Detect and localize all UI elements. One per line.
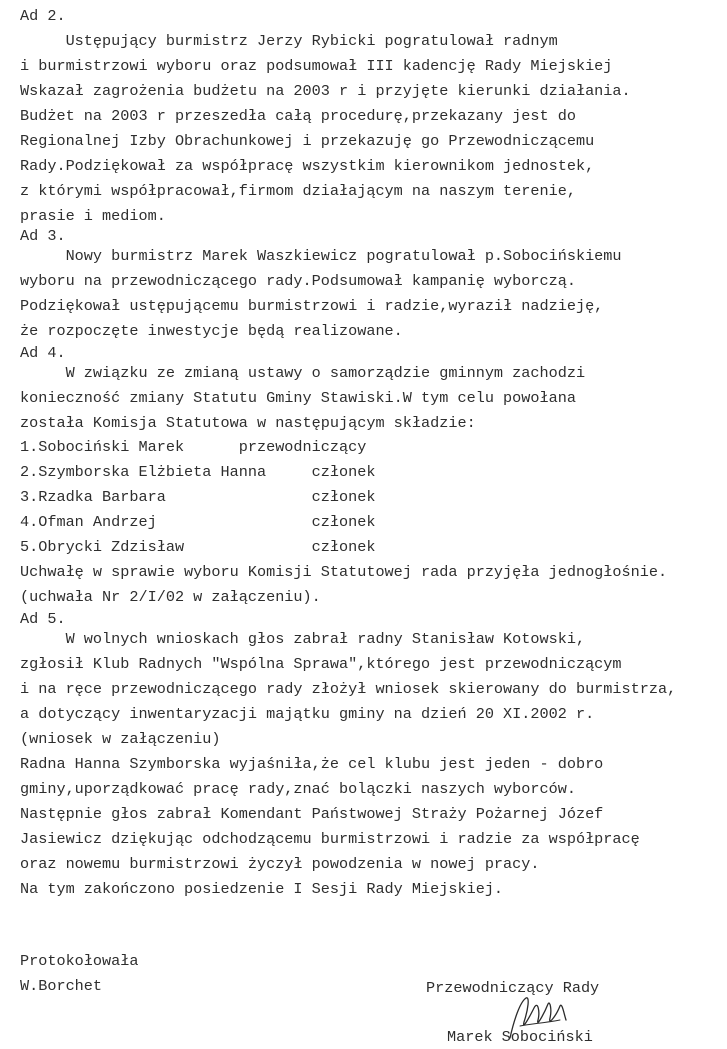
committee-member-row: 2.Szymborska Elżbieta Hanna członek bbox=[20, 463, 376, 481]
text-line: i burmistrzowi wyboru oraz podsumował III kadencję Rady Miejskiej bbox=[20, 57, 613, 75]
text-line: wyboru na przewodniczącego rady.Podsumował kampanię wyborczą. bbox=[20, 272, 576, 290]
text-line: Budżet na 2003 r przeszedła całą procedurę,przekazany jest do bbox=[20, 107, 576, 125]
section-heading-ad-2: Ad 2. bbox=[20, 7, 66, 25]
text-line: oraz nowemu burmistrzowi życzył powodzenia w nowej pracy. bbox=[20, 855, 540, 873]
handwritten-signature bbox=[500, 990, 580, 1045]
chair-name: Marek Sobociński bbox=[447, 1028, 593, 1046]
text-line: Ustępujący burmistrz Jerzy Rybicki pogratulował radnym bbox=[20, 32, 558, 50]
text-line: Rady.Podziękował za współpracę wszystkim kierownikom jednostek, bbox=[20, 157, 595, 175]
committee-member-row: 3.Rzadka Barbara członek bbox=[20, 488, 376, 506]
text-line: (uchwała Nr 2/I/02 w załączeniu). bbox=[20, 588, 321, 606]
chair-role: Przewodniczący Rady bbox=[426, 979, 600, 997]
text-line: zgłosił Klub Radnych "Wspólna Sprawa",którego jest przewodniczącym bbox=[20, 655, 622, 673]
text-line: Regionalnej Izby Obrachunkowej i przekazuję go Przewodniczącemu bbox=[20, 132, 595, 150]
text-line: z którymi współpracował,firmom działającym na naszym terenie, bbox=[20, 182, 576, 200]
text-line: (wniosek w załączeniu) bbox=[20, 730, 221, 748]
text-line: Jasiewicz dziękując odchodzącemu burmistrzowi i radzie za współpracę bbox=[20, 830, 640, 848]
text-line: Wskazał zagrożenia budżetu na 2003 r i przyjęte kierunki działania. bbox=[20, 82, 631, 100]
text-line: Podziękował ustępującemu burmistrzowi i radzie,wyraził nadzieję, bbox=[20, 297, 604, 315]
section-heading-ad-4: Ad 4. bbox=[20, 344, 66, 362]
text-line: Uchwałę w sprawie wyboru Komisji Statutowej rada przyjęła jednogłośnie. bbox=[20, 563, 668, 581]
section-heading-ad-3: Ad 3. bbox=[20, 227, 66, 245]
section-heading-ad-5: Ad 5. bbox=[20, 610, 66, 628]
text-line: W wolnych wnioskach głos zabrał radny Stanisław Kotowski, bbox=[20, 630, 586, 648]
text-line: Na tym zakończono posiedzenie I Sesji Rady Miejskiej. bbox=[20, 880, 504, 898]
text-line: a dotyczący inwentaryzacji majątku gminy na dzień 20 XI.2002 r. bbox=[20, 705, 595, 723]
committee-member-row: 4.Ofman Andrzej członek bbox=[20, 513, 376, 531]
text-line: i na ręce przewodniczącego rady złożył wniosek skierowany do burmistrza, bbox=[20, 680, 677, 698]
committee-member-row: 1.Sobociński Marek przewodniczący bbox=[20, 438, 367, 456]
committee-member-row: 5.Obrycki Zdzisław członek bbox=[20, 538, 376, 556]
text-line: że rozpoczęte inwestycje będą realizowane. bbox=[20, 322, 403, 340]
text-line: W związku ze zmianą ustawy o samorządzie gminnym zachodzi bbox=[20, 364, 586, 382]
text-line: prasie i mediom. bbox=[20, 207, 166, 225]
text-line: konieczność zmiany Statutu Gminy Stawiski.W tym celu powołana bbox=[20, 389, 576, 407]
text-line: została Komisja Statutowa w następującym składzie: bbox=[20, 414, 476, 432]
recorder-name: W.Borchet bbox=[20, 977, 103, 995]
text-line: Radna Hanna Szymborska wyjaśniła,że cel klubu jest jeden - dobro bbox=[20, 755, 604, 773]
text-line: gminy,uporządkować pracę rady,znać bolączki naszych wyborców. bbox=[20, 780, 576, 798]
text-line: Nowy burmistrz Marek Waszkiewicz pogratulował p.Sobocińskiemu bbox=[20, 247, 622, 265]
text-line: Następnie głos zabrał Komendant Państwowej Straży Pożarnej Józef bbox=[20, 805, 604, 823]
recorder-role: Protokołowała bbox=[20, 952, 139, 970]
